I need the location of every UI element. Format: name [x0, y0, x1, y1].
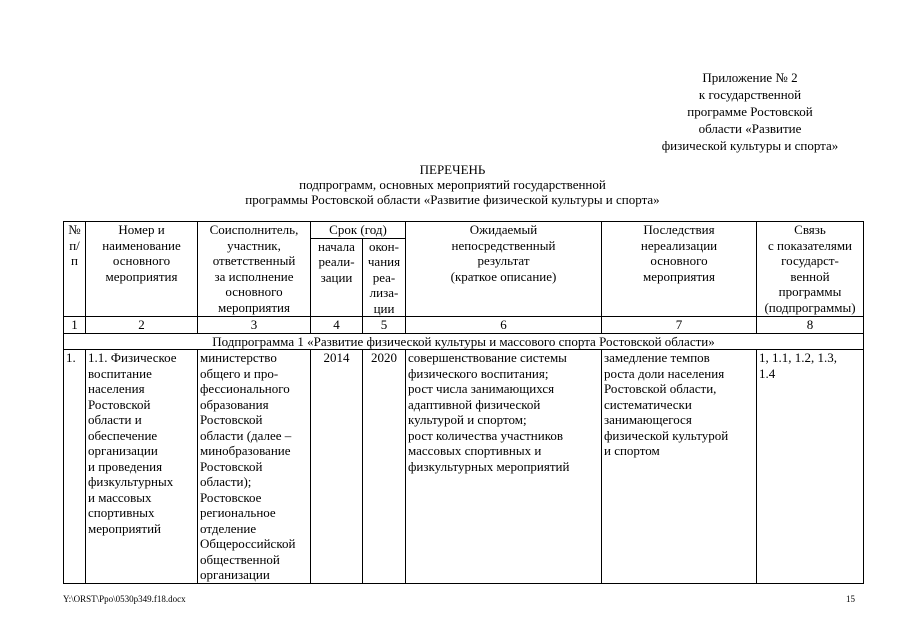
row-name: 1.1. Физическое воспитание населения Ростовской области и обеспечение организации и проведения физкультурных и массовых спортивных мероприятий: [86, 350, 198, 584]
appendix-line-4: области «Развитие: [698, 121, 802, 136]
header-end: окон- чания реа- лиза- ции: [363, 238, 406, 317]
title-line-2: программы Ростовской области «Развитие физической культуры и спорта»: [245, 192, 660, 207]
appendix-line-3: программе Ростовской: [687, 104, 813, 119]
column-number: 1: [64, 317, 86, 334]
row-link: 1, 1.1, 1.2, 1.3, 1.4: [757, 350, 864, 584]
appendix-line-1: Приложение № 2: [702, 70, 798, 85]
header-name: Номер и наименование основного мероприятия: [86, 222, 198, 317]
row-executor: министерство общего и про- фессионального образования Ростовской области (далее – минобразование Ростовской области); Ростовское региональное отделение Общероссийской общественной организации: [198, 350, 311, 584]
header-link: Связь с показателями государст- венной программы (подпрограммы): [757, 222, 864, 317]
column-number: 5: [363, 317, 406, 334]
column-number: 4: [311, 317, 363, 334]
column-number: 8: [757, 317, 864, 334]
row-result: совершенствование системы физического воспитания; рост числа занимающихся адаптивной физической культурой и спортом; рост количества участников массовых спортивных и физкультурных мероприятий: [406, 350, 602, 584]
appendix-line-5: физической культуры и спорта»: [661, 138, 839, 153]
row-consequences: замедление темпов роста доли населения Ростовской области, систематически занимающегося физической культурой и спортом: [602, 350, 757, 584]
header-num: № п/п: [64, 222, 86, 317]
appendix-note: [630, 69, 870, 154]
row-start-year: 2014: [311, 350, 363, 584]
title-line-1: подпрограмм, основных мероприятий государственной: [299, 177, 606, 192]
header-executor: Соисполнитель, участник, ответственный за исполнение основного мероприятия: [198, 222, 311, 317]
header-result: Ожидаемый непосредственный результат (краткое описание): [406, 222, 602, 317]
column-numbers-row: [64, 317, 864, 334]
header-term: Срок (год): [311, 222, 406, 239]
row-num: 1.: [64, 350, 86, 584]
header-row: [64, 222, 864, 239]
column-number: 7: [602, 317, 757, 334]
subprogram-title: Подпрограмма 1 «Развитие физической культуры и массового спорта Ростовской области»: [64, 333, 864, 350]
row-end-year: 2020: [363, 350, 406, 584]
measures-table: [63, 221, 864, 584]
header-consequences: Последствия нереализации основного мероприятия: [602, 222, 757, 317]
document-title: [0, 162, 905, 207]
title-heading: ПЕРЕЧЕНЬ: [419, 162, 486, 177]
footer-file-path: Y:\ORST\Ppo\0530p349.f18.docx: [63, 594, 186, 604]
subprogram-row: [64, 333, 864, 350]
header-start: начала реали- зации: [311, 238, 363, 317]
appendix-line-2: к государственной: [698, 87, 802, 102]
column-number: 2: [86, 317, 198, 334]
column-number: 3: [198, 317, 311, 334]
column-number: 6: [406, 317, 602, 334]
footer-page-number: 15: [846, 594, 855, 604]
table-row: [64, 350, 864, 584]
